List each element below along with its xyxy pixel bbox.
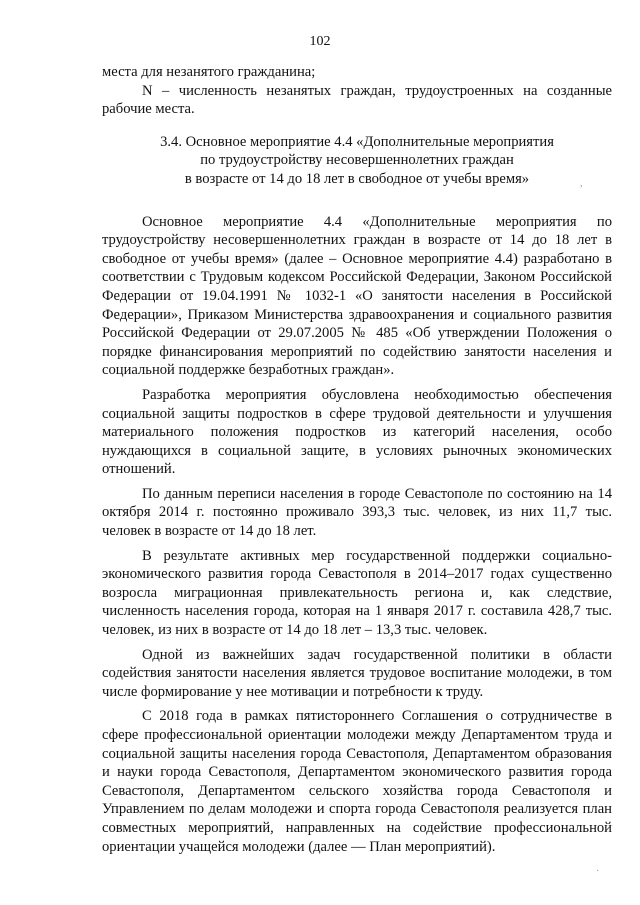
paragraph-n-definition: N – численность незанятых граждан, трудоустроенных на созданные рабочие места. <box>102 82 612 118</box>
scan-artifact-mark: , <box>580 178 583 189</box>
paragraph-labor-education: Одной из важнейших задач государственной политики в области содействия занятости населения является трудовое воспитание молодежи, в том числе формирование у нее мотивации и потребности к труду. <box>102 646 612 700</box>
paragraph-census: По данным переписи населения в городе Севастополе по состоянию на 14 октября 2014 г. постоянно проживало 393,3 тыс. человек, из них 11,7 тыс. человек в возрасте от 14 до 18 лет. <box>102 485 612 540</box>
section-heading-line-1: 3.4. Основное мероприятие 4.4 «Дополнительные мероприятия <box>160 133 554 150</box>
paragraph-continuation: места для незанятого гражданина; <box>102 64 316 80</box>
section-heading-line-2: по трудоустройству несовершеннолетних граждан <box>200 152 514 169</box>
section-heading-line-3: в возрасте от 14 до 18 лет в свободное от учебы время» <box>184 170 530 187</box>
paragraph-agreement: С 2018 года в рамках пятистороннего Соглашения о сотрудничестве в сфере профессиональной ориентации молодежи между Департаментом труда и социальной защиты населения города Севастополя, Департаментом образования и науки города Севастополя, Департаментом экономического развития города Севастополя, Департаментом сельского хозяйства города Севастополя и Управлением по делам молодежи и спорта города Севастополя реализуется план совместных мероприятий, направленных на содействие профессиональной ориентации учащейся молодежи (далее — План мероприятий). <box>102 708 612 855</box>
paragraph-population-growth: В результате активных мер государственной поддержки социально-экономического развития города Севастополя в 2014–2017 годах существенно возросла миграционная привлекательность региона и, как следствие, численность населения города, которая на 1 января 2017 г. составила 428,7 тыс. человек, из них в возрасте от 14 до 18 лет – 13,3 тыс. человек. <box>102 547 612 639</box>
page-number: 102 <box>309 34 331 49</box>
document-body <box>102 63 612 856</box>
paragraph-legal-basis: Основное мероприятие 4.4 «Дополнительные мероприятия по трудоустройству несовершеннолетних граждан в возрасте от 14 до 18 лет в свободное от учебы время» (далее – Основное мероприятие 4.4) разработано в соответствии с Трудовым кодексом Российской Федерации, Законом Российской Федерации от 19.04.1991 № 1032-1 «О занятости населения в Российской Федерации», Приказом Министерства здравоохранения и социального развития Российской Федерации от 29.07.2005 № 485 «Об утверждении Положения о порядке финансирования мероприятий по содействию занятости населения и социальной поддержке безработных граждан». <box>102 213 612 379</box>
scan-artifact-mark: · <box>596 866 600 877</box>
paragraph-purpose: Разработка мероприятия обусловлена необходимостью обеспечения социальной защиты подростков в сфере трудовой деятельности и улучшения материального положения подростков из категорий населения, особо нуждающихся в социальной защите, в условиях рыночных экономических отношений. <box>102 386 612 478</box>
section-heading <box>102 133 612 189</box>
